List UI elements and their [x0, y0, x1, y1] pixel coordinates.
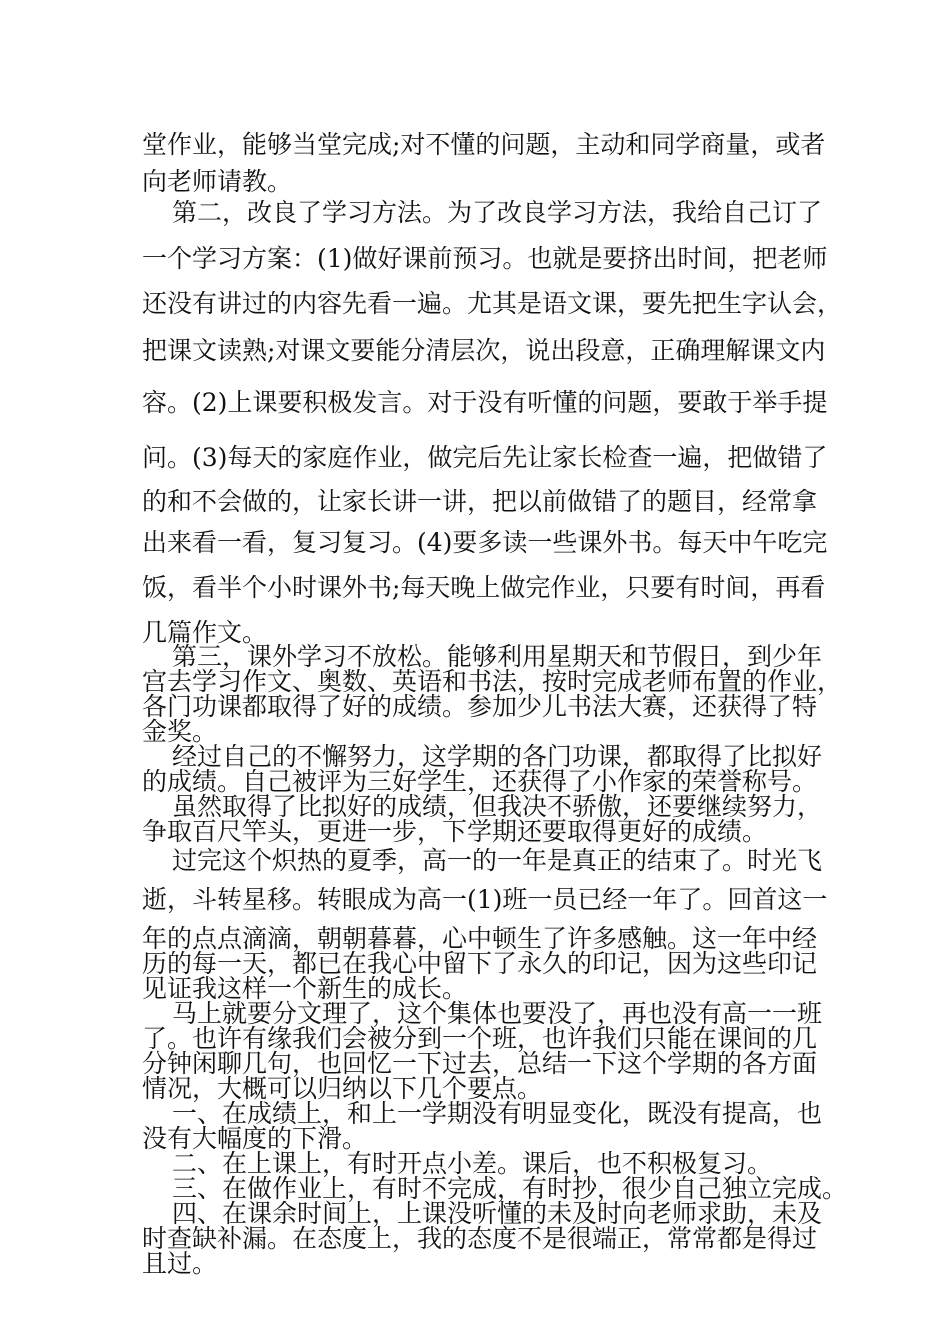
text-line: 还没有讲过的内容先看一遍。尤其是语文课，要先把生字认会， — [142, 289, 843, 318]
text-line: 情况，大概可以归纳以下几个要点。 — [142, 1074, 543, 1103]
text-line: 虽然取得了比拟好的成绩，但我决不骄傲，还要继续努力， — [172, 792, 823, 821]
text-line: 宫去学习作文、奥数、英语和书法，按时完成老师布置的作业， — [142, 667, 843, 696]
text-line: 见证我这样一个新生的成长。 — [142, 974, 468, 1003]
text-line: 的和不会做的，让家长讲一讲，把以前做错了的题目，经常拿 — [142, 487, 818, 516]
text-line: 三、在做作业上，有时不完成，有时抄，很少自己独立完成。 — [172, 1174, 848, 1203]
text-line: 马上就要分文理了，这个集体也要没了，再也没有高一一班 — [172, 999, 823, 1028]
text-line: 向老师请教。 — [142, 167, 293, 196]
text-line: 且过。 — [142, 1249, 218, 1278]
text-line: 一、在成绩上，和上一学期没有明显变化，既没有提高，也 — [172, 1099, 823, 1128]
text-line: 逝，斗转星移。转眼成为高一(1)班一员已经一年了。回首这一 — [142, 885, 828, 914]
text-line: 一个学习方案：(1)做好课前预习。也就是要挤出时间，把老师 — [142, 244, 828, 273]
text-line: 四、在课余时间上，上课没听懂的未及时向老师求助，未及 — [172, 1199, 823, 1228]
text-line: 了。也许有缘我们会被分到一个班，也许我们只能在课间的几 — [142, 1024, 818, 1053]
text-line: 分钟闲聊几句，也回忆一下过去，总结一下这个学期的各方面 — [142, 1049, 818, 1078]
text-line: 饭，看半个小时课外书;每天晚上做完作业，只要有时间，再看 — [142, 573, 826, 602]
text-line: 二、在上课上，有时开点小差。课后，也不积极复习。 — [172, 1149, 773, 1178]
text-line: 问。(3)每天的家庭作业，做完后先让家长检查一遍，把做错了 — [142, 443, 828, 472]
text-line: 出来看一看，复习复习。(4)要多读一些课外书。每天中午吃完 — [142, 528, 828, 557]
text-line: 过完这个炽热的夏季，高一的一年是真正的结束了。时光飞 — [172, 846, 823, 875]
text-line: 金奖。 — [142, 717, 218, 746]
text-line: 争取百尺竿头，更进一步，下学期还要取得更好的成绩。 — [142, 817, 768, 846]
text-line: 把课文读熟;对课文要能分清层次，说出段意，正确理解课文内 — [142, 336, 826, 365]
text-line: 经过自己的不懈努力，这学期的各门功课，都取得了比拟好 — [172, 742, 823, 771]
text-line: 时查缺补漏。在态度上，我的态度不是很端正，常常都是得过 — [142, 1224, 818, 1253]
text-line: 容。(2)上课要积极发言。对于没有听懂的问题，要敢于举手提 — [142, 388, 828, 417]
text-line: 的成绩。自己被评为三好学生，还获得了小作家的荣誉称号。 — [142, 767, 818, 796]
text-line: 各门功课都取得了好的成绩。参加少儿书法大赛，还获得了特 — [142, 692, 818, 721]
text-line: 年的点点滴滴，朝朝暮暮，心中顿生了许多感触。这一年中经 — [142, 924, 818, 953]
text-line: 第三，课外学习不放松。能够利用星期天和节假日，到少年 — [172, 642, 823, 671]
text-line: 几篇作文。 — [142, 618, 268, 647]
text-line: 没有大幅度的下滑。 — [142, 1124, 368, 1153]
text-line: 第二，改良了学习方法。为了改良学习方法，我给自己订了 — [172, 198, 823, 227]
text-line: 历的每一天，都已在我心中留下了永久的印记，因为这些印记 — [142, 949, 818, 978]
text-line: 堂作业，能够当堂完成;对不懂的问题，主动和同学商量，或者 — [142, 130, 826, 159]
